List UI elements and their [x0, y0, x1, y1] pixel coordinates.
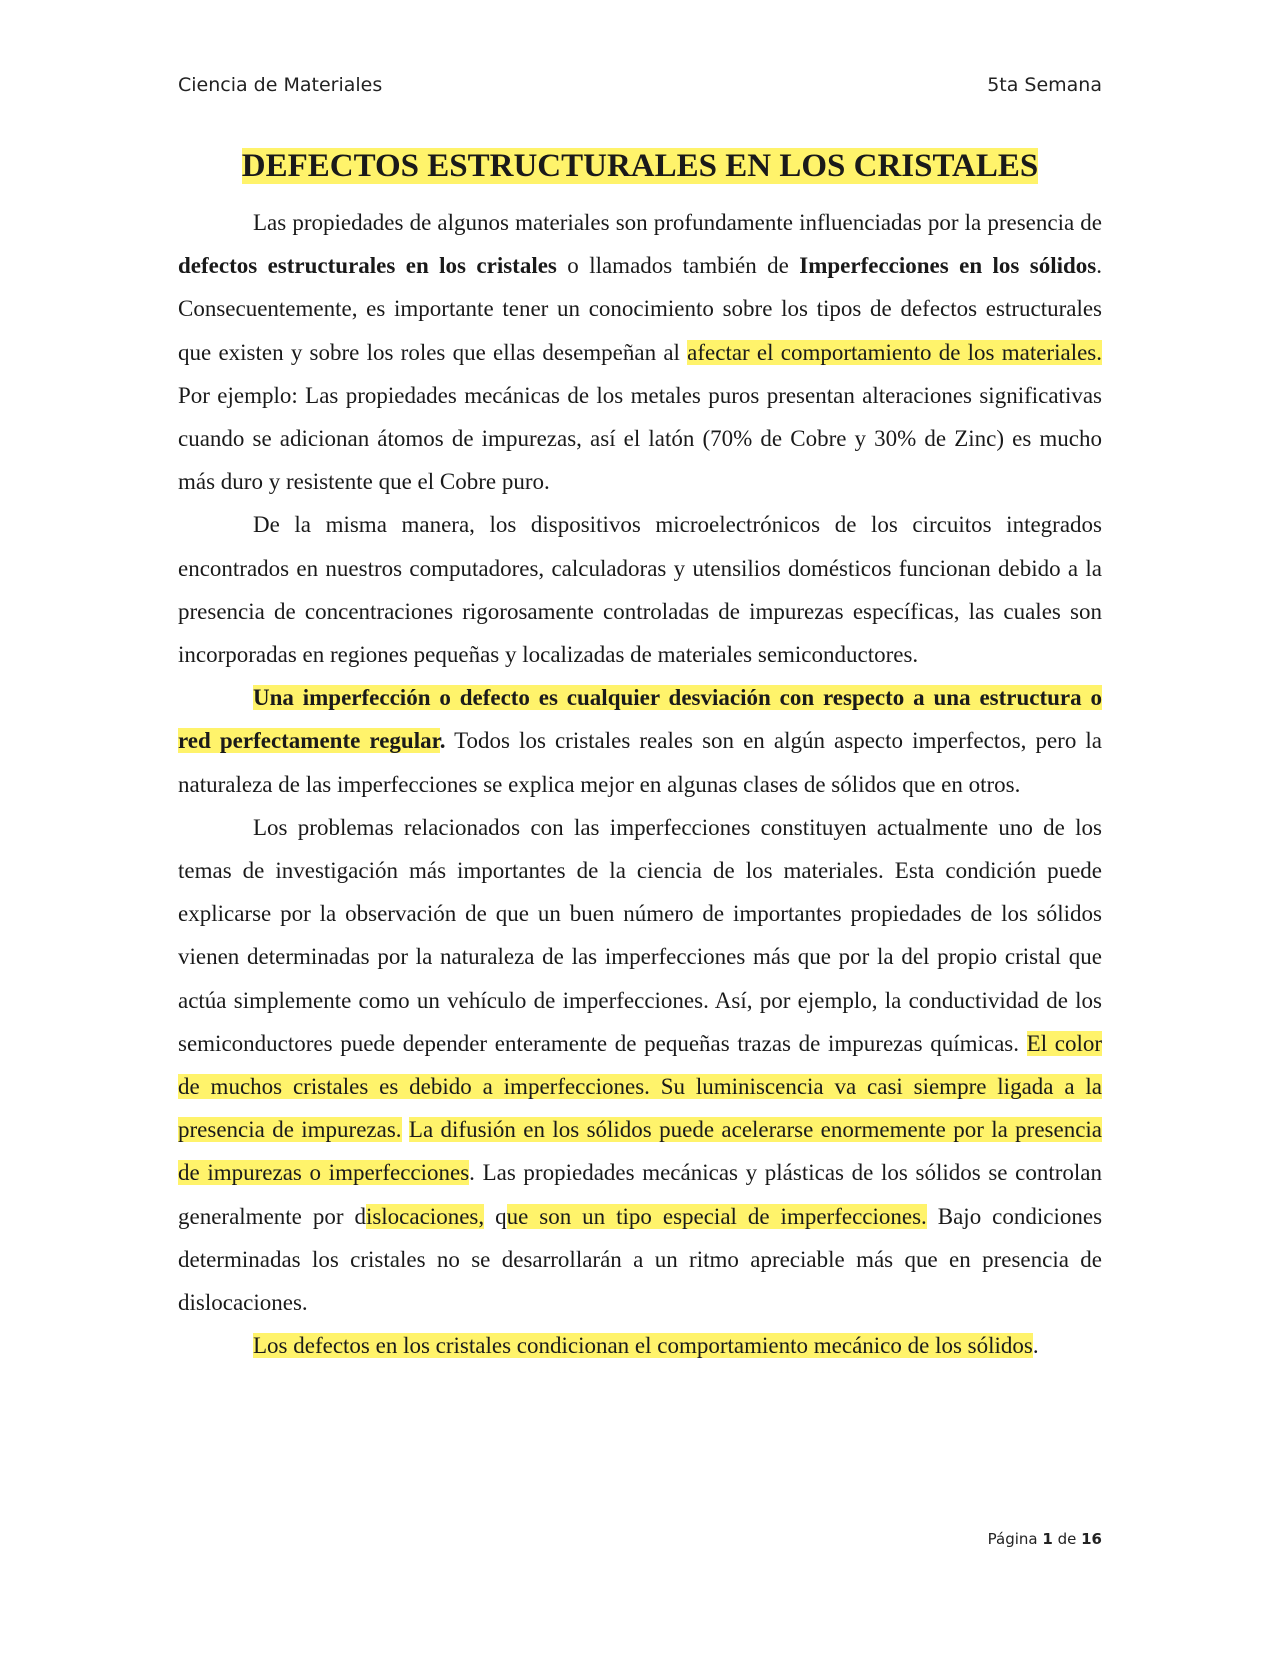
paragraph-1-text-2: o llamados también de [556, 253, 800, 279]
header-week: 5ta Semana [987, 74, 1102, 96]
paragraph-4-highlight-3: islocaciones, [365, 1203, 485, 1229]
page-number [988, 1530, 1102, 1548]
paragraph-4-highlight-1: El color de muchos cristales es debido a imperfecciones. Su luminiscencia va casi siempre ligada a la presencia de impurezas. [178, 1030, 1102, 1143]
paragraph-4-text-5: Bajo condiciones determinadas los cristales no se desarrollarán a un ritmo apreciable más que en presencia de dislocaciones. [178, 1203, 1103, 1316]
header-course-title: Ciencia de Materiales [178, 74, 383, 96]
document-body [178, 201, 1102, 1367]
paragraph-1-text-4: Por ejemplo: Las propiedades mecánicas de los metales puros presentan alteraciones significativas cuando se adicionan átomos de impurezas, así el latón (70% de Cobre y 30% de Zinc) es mucho más duro y resistente que el Cobre puro. [178, 382, 1102, 495]
document-title [0, 146, 1280, 186]
paragraph-3-highlight-definition: Una imperfección o defecto es cualquier desviación con respecto a una estructura o red perfectamente regular [178, 685, 1102, 754]
paragraph-5 [178, 1324, 1102, 1367]
paragraph-3 [178, 676, 1102, 806]
paragraph-4-text-4: q [484, 1203, 507, 1229]
total-pages: 16 [1081, 1530, 1102, 1548]
paragraph-5-highlight-1: Los defectos en los cristales condicionan el comportamiento mecánico de los sólidos [253, 1333, 1033, 1359]
document-title-text: DEFECTOS ESTRUCTURALES EN LOS CRISTALES [241, 148, 1039, 184]
paragraph-1 [178, 201, 1102, 503]
paragraph-4-highlight-4: ue son un tipo especial de imperfecciones. [506, 1203, 927, 1229]
paragraph-4-text-2 [402, 1117, 409, 1142]
paragraph-1-bold-1: defectos estructurales en los cristales [178, 253, 557, 279]
paragraph-2: De la misma manera, los dispositivos microelectrónicos de los circuitos integrados encontrados en nuestros computadores, calculadoras y utensilios domésticos funcionan debido a la presencia de concentraciones rigorosamente controladas de impurezas específicas, las cuales son incorporadas en regiones pequeñas y localizadas de materiales semiconductores. [178, 512, 1102, 668]
current-page: 1 [1042, 1530, 1053, 1548]
paragraph-4-highlight-2: La difusión en los sólidos puede acelerarse enormemente por la presencia de impurezas o imperfecciones [178, 1117, 1103, 1186]
paragraph-4-text-3: . Las propiedades mecánicas y plásticas de los sólidos se controlan generalmente por d [178, 1160, 1102, 1229]
paragraph-1-highlight-1: afectar el comportamiento de los materiales. [687, 339, 1102, 365]
paragraph-5-text-1: . [1032, 1333, 1039, 1359]
paragraph-1-text-1: Las propiedades de algunos materiales son profundamente influenciadas por la presencia de [253, 210, 1102, 235]
paragraph-3-bold-period: . [439, 728, 446, 754]
paragraph-4-text-1: Los problemas relacionados con las imperfecciones constituyen actualmente uno de los temas de investigación más importantes de la ciencia de los materiales. Esta condición puede explicarse por la observación de que un buen número de importantes propiedades de los sólidos vienen determinadas por la naturaleza de las imperfecciones más que por la del propio cristal que actúa simplemente como un vehículo de imperfecciones. Así, por ejemplo, la conductividad de los semiconductores puede depender enteramente de pequeñas trazas de impurezas químicas. [178, 814, 1102, 1056]
page-number-separator: de [1052, 1530, 1082, 1548]
paragraph-3-text-1: Todos los cristales reales son en algún aspecto imperfectos, pero la naturaleza de las imperfecciones se explica mejor en algunas clases de sólidos que en otros. [178, 728, 1102, 797]
paragraph-1-bold-2: Imperfecciones en los sólidos [799, 253, 1097, 279]
paragraph-4 [178, 806, 1102, 1324]
page-number-prefix: Página [987, 1530, 1043, 1548]
paragraph-1-text-3: . Consecuentemente, es importante tener un conocimiento sobre los tipos de defectos estructurales que existen y sobre los roles que ellas desempeñan al [178, 253, 1103, 365]
